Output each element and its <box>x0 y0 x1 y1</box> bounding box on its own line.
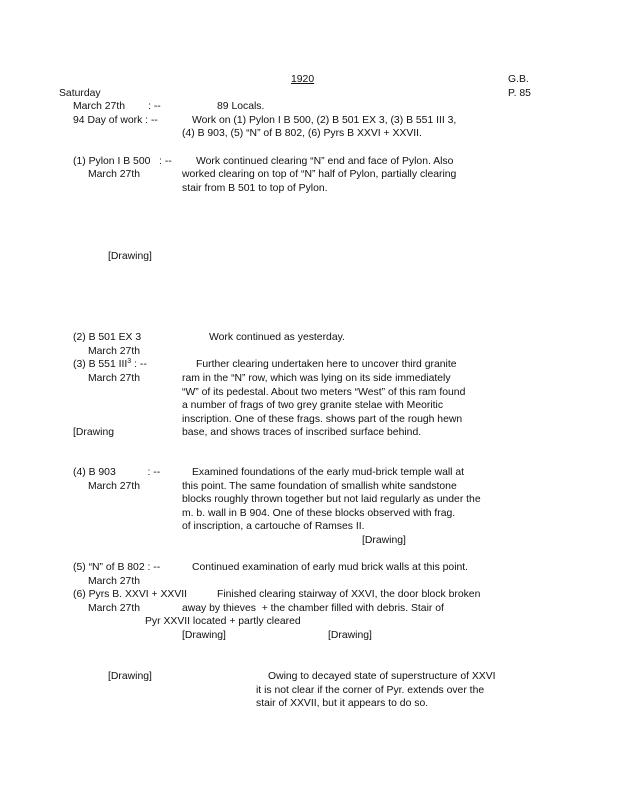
entry-text-line: Examined foundations of the early mud-brick temple wall at <box>192 467 465 478</box>
work-on-line-1: Work on (1) Pylon I B 500, (2) B 501 EX 3, (3) B 551 III 3, <box>192 115 457 126</box>
entry-label-pylon: (1) Pylon I B 500 : -- <box>73 156 172 167</box>
entry-date-pyrs: March 27th <box>88 603 140 614</box>
entry-text-line: of inscription, a cartouche of Ramses II. <box>182 521 365 532</box>
entry-text-line: m. b. wall in B 904. One of these blocks observed with frag. <box>182 508 456 519</box>
entry-text-line: stair from B 501 to top of Pylon. <box>182 183 328 194</box>
entry-text-line: inscription. One of these frags. shows part of the rough hewn <box>182 414 463 425</box>
entry-label-b802: (5) “N” of B 802 : -- <box>73 562 161 573</box>
entry-text-line: blocks roughly thrown together but not laid regularly as under the <box>182 494 481 505</box>
work-on-line-2: (4) B 903, (5) “N” of B 802, (6) Pyrs B XXVI + XXVII. <box>182 128 422 139</box>
entry-text-line: “W” of its pedestal. About two meters “West” of this ram found <box>182 387 466 398</box>
entry-label-b551-text: (3) B 551 III <box>73 359 128 370</box>
entry-label-b903: (4) B 903 : -- <box>73 467 161 478</box>
entry-date-b802: March 27th <box>88 576 140 587</box>
entry-text-line: Owing to decayed state of superstructure of XXVI <box>268 671 496 682</box>
entry-text-line: Work continued as yesterday. <box>209 332 345 343</box>
entry-text-line: worked clearing on top of “N” half of Pylon, partially clearing <box>182 169 457 180</box>
drawing-placeholder: [Drawing] <box>182 630 226 641</box>
entry-text-line: base, and shows traces of inscribed surface behind. <box>182 427 422 438</box>
entry-label-b551 <box>73 359 147 371</box>
entry-text-line: Work continued clearing “N” end and face of Pylon. Also <box>196 156 454 167</box>
entry-text-line: a number of frags of two grey granite stelae with Meoritic <box>182 400 444 411</box>
entry-text-line: this point. The same foundation of smallish white sandstone <box>182 481 457 492</box>
entry-text-line: Pyr XXVII located + partly cleared <box>145 616 301 627</box>
entry-date-b501: March 27th <box>88 346 140 357</box>
date-line: March 27th : -- <box>73 101 161 112</box>
entry-label-pyrs: (6) Pyrs B. XXVI + XXVII <box>73 589 188 600</box>
page-number: P. 85 <box>508 88 531 99</box>
day-name: Saturday <box>59 88 101 99</box>
entry-text-line: ram in the “N” row, which was lying on its side immediately <box>182 373 451 384</box>
drawing-placeholder: [Drawing <box>73 427 114 438</box>
entry-text-line: away by thieves + the chamber filled with debris. Stair of <box>182 603 444 614</box>
entry-text-line: it is not clear if the corner of Pyr. extends over the <box>256 685 485 696</box>
drawing-placeholder: [Drawing] <box>108 671 152 682</box>
entry-text-line: Further clearing undertaken here to uncover third granite <box>196 359 457 370</box>
year-heading: 1920 <box>291 74 315 85</box>
initials: G.B. <box>508 74 529 85</box>
entry-label-b551-suffix: : -- <box>131 359 147 370</box>
entry-date-pylon: March 27th <box>88 169 140 180</box>
drawing-placeholder: [Drawing] <box>108 251 152 262</box>
entry-date-b903: March 27th <box>88 481 140 492</box>
day-of-work: 94 Day of work : -- <box>73 115 158 126</box>
locals-count: 89 Locals. <box>217 101 265 112</box>
drawing-placeholder: [Drawing] <box>362 535 406 546</box>
entry-text-line: Finished clearing stairway of XXVI, the door block broken <box>217 589 481 600</box>
entry-label-b501: (2) B 501 EX 3 <box>73 332 142 343</box>
entry-text-line: stair of XXVII, but it appears to do so. <box>256 698 429 709</box>
entry-date-b551: March 27th <box>88 373 140 384</box>
superscript: 3 <box>127 358 132 365</box>
entry-text-line: Continued examination of early mud brick walls at this point. <box>192 562 469 573</box>
drawing-placeholder: [Drawing] <box>328 630 372 641</box>
